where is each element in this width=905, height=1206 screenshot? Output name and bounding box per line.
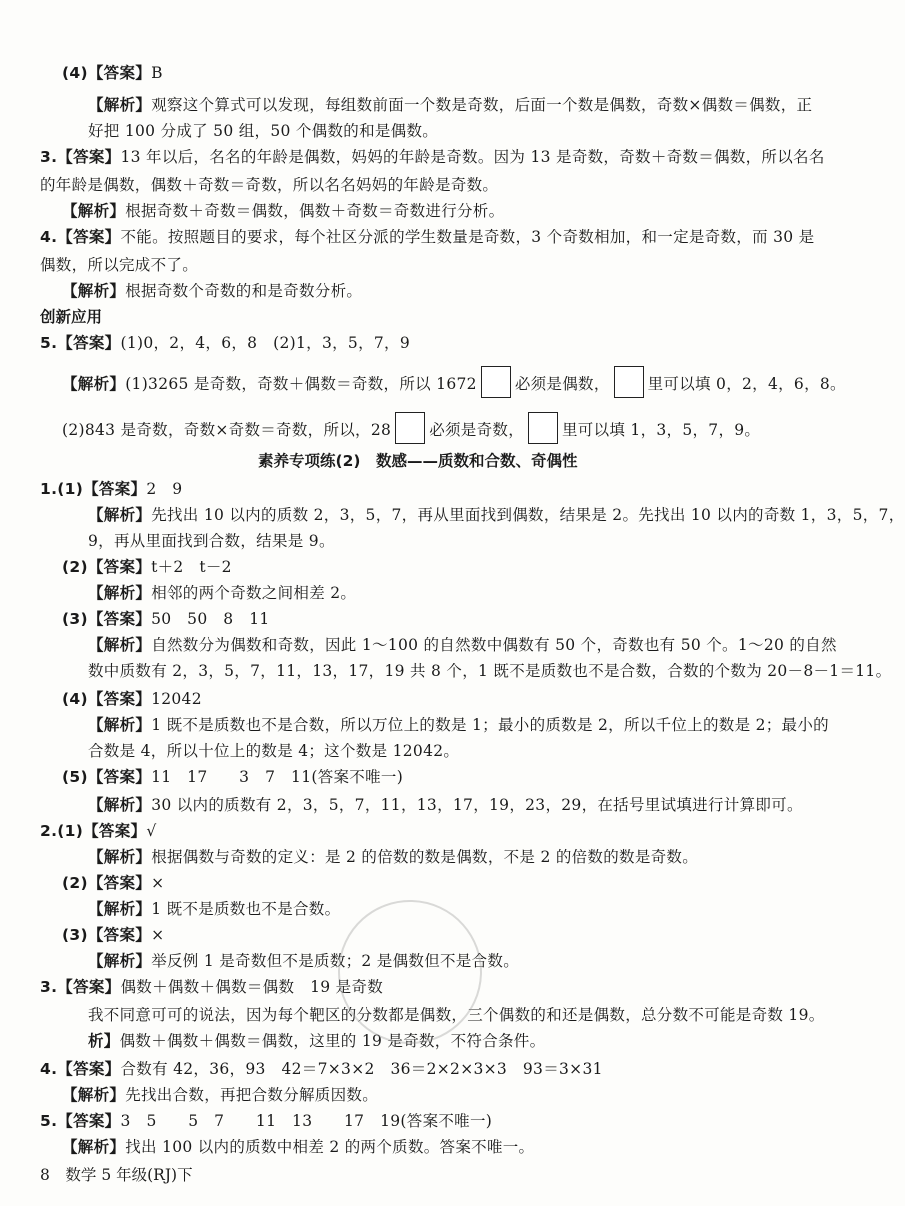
text-line-with-boxes: (2)843 是奇数，奇数×奇数＝奇数，所以，28 必须是奇数， 里可以填 1，3，5，7，9。 [62, 412, 760, 444]
text-line: 【解析】1 既不是质数也不是合数。 [88, 900, 341, 918]
blank-box [395, 412, 425, 444]
text-line: 【解析】举反例 1 是奇数但不是质数；2 是偶数但不是合数。 [88, 952, 520, 970]
text-line: 3.【答案】13 年以后，名名的年龄是偶数，妈妈的年龄是奇数。因为 13 是奇数，奇数＋奇数＝偶数，所以名名 [40, 148, 825, 166]
text-line: 5.【答案】3 5 5 7 11 13 17 19(答案不唯一) [40, 1112, 493, 1130]
subsection-heading: 创新应用 [40, 308, 103, 326]
blank-box [614, 366, 644, 398]
text-line: 9，再从里面找到合数，结果是 9。 [88, 532, 335, 550]
text-line: 1.(1)【答案】2 9 [40, 480, 183, 498]
text-line: 【解析】1 既不是质数也不是合数，所以万位上的数是 1；最小的质数是 2，所以千位上的数是 2；最小的 [88, 716, 829, 734]
text-line: 析】偶数＋偶数＋偶数＝偶数，这里的 19 是奇数，不符合条件。 [88, 1032, 546, 1050]
text-line: 【解析】30 以内的质数有 2，3，5，7，11，13，17，19，23，29，在括号里试填进行计算即可。 [88, 796, 803, 814]
text-line: 的年龄是偶数，偶数＋奇数＝奇数，所以名名妈妈的年龄是奇数。 [40, 176, 499, 194]
page-footer [40, 1164, 193, 1186]
text-line: 【解析】先找出合数，再把合数分解质因数。 [62, 1086, 379, 1104]
text-line: 5.【答案】(1)0，2，4，6，8 (2)1，3，5，7，9 [40, 334, 411, 352]
text-line: 好把 100 分成了 50 组，50 个偶数的和是偶数。 [88, 122, 439, 140]
text-line: 4.【答案】合数有 42，36，93 42＝7×3×2 36＝2×2×3×3 93＝3×31 [40, 1060, 603, 1078]
text-line-with-boxes: 【解析】(1)3265 是奇数，奇数＋偶数＝奇数，所以 1672 必须是偶数， 里可以填 0，2，4，6，8。 [62, 366, 846, 398]
text-line: 【解析】先找出 10 以内的质数 2，3，5，7，再从里面找到偶数，结果是 2。先找出 10 以内的奇数 1，3，5，7， [88, 506, 905, 524]
blank-box [528, 412, 558, 444]
section-title: 素养专项练(2) 数感——质数和合数、奇偶性 [258, 452, 578, 470]
text-line: (2)【答案】t＋2 t－2 [62, 558, 232, 576]
text-line: 4.【答案】不能。按照题目的要求，每个社区分派的学生数量是奇数，3 个奇数相加，和一定是奇数，而 30 是 [40, 228, 815, 246]
blank-box [481, 366, 511, 398]
text-line: (3)【答案】50 50 8 11 [62, 610, 270, 628]
text-line: 【解析】相邻的两个奇数之间相差 2。 [88, 584, 357, 602]
book-title: 数学 5 年级(RJ)下 [65, 1166, 193, 1184]
text-line: 【解析】找出 100 以内的质数中相差 2 的两个质数。答案不唯一。 [62, 1138, 535, 1156]
text-line: 数中质数有 2，3，5，7，11，13，17，19 共 8 个，1 既不是质数也不是合数，合数的个数为 20－8－1＝11。 [88, 662, 892, 680]
text-line: 【解析】自然数分为偶数和奇数，因此 1～100 的自然数中偶数有 50 个，奇数也有 50 个。1～20 的自然 [88, 636, 837, 654]
text-line: (5)【答案】11 17 3 7 11(答案不唯一) [62, 768, 404, 786]
text-line: 【解析】根据偶数与奇数的定义：是 2 的倍数的数是偶数，不是 2 的倍数的数是奇数。 [88, 848, 699, 866]
text-line: 我不同意可可的说法，因为每个靶区的分数都是偶数，三个偶数的和还是偶数，总分数不可能是奇数 19。 [88, 1006, 825, 1024]
text-line: (4)【答案】12042 [62, 690, 202, 708]
text-line: 【解析】根据奇数＋奇数＝偶数，偶数＋奇数＝奇数进行分析。 [62, 202, 505, 220]
page-number: 8 [40, 1166, 50, 1184]
text-line: 2.(1)【答案】√ [40, 822, 157, 840]
text-line: (4)【答案】B [62, 64, 163, 82]
text-line: 【解析】根据奇数个奇数的和是奇数分析。 [62, 282, 363, 300]
text-line: 3.【答案】偶数＋偶数＋偶数＝偶数 19 是奇数 [40, 978, 384, 996]
text-line: 合数是 4，所以十位上的数是 4；这个数是 12042。 [88, 742, 460, 760]
text-line: (2)【答案】× [62, 874, 165, 892]
text-line: (3)【答案】× [62, 926, 165, 944]
text-line: 【解析】观察这个算式可以发现，每组数前面一个数是奇数，后面一个数是偶数，奇数×偶数＝偶数，正 [88, 96, 813, 114]
text-line: 偶数，所以完成不了。 [40, 256, 199, 274]
